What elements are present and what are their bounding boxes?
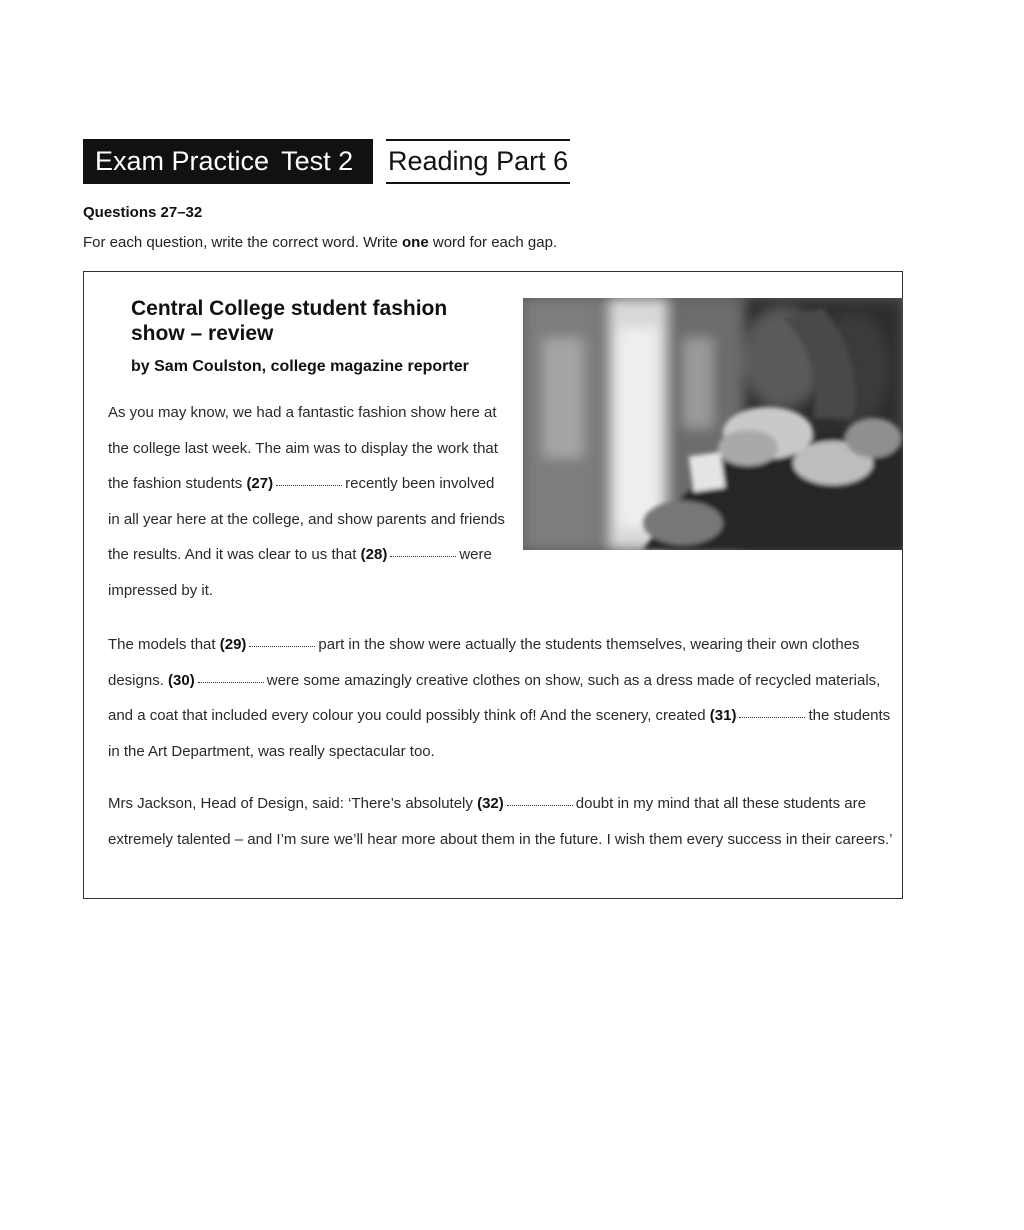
- reading-part-label: Reading Part 6: [386, 139, 570, 184]
- article-byline: by Sam Coulston, college magazine reporter: [131, 358, 469, 375]
- article-title: Central College student fashion show – review: [131, 297, 448, 345]
- para2-text-4: the students in the Art Department, was really spectacular too.: [108, 707, 891, 760]
- photo-fashion-show-audience-clapping-icon: [523, 298, 903, 550]
- fashion-show-photo: [523, 298, 903, 550]
- article-paragraph-2: [108, 627, 893, 769]
- gap-32-number: (32): [477, 795, 504, 812]
- article-box: [83, 271, 903, 899]
- para2-text-3: were some amazingly creative clothes on show, such as a dress made of recycled materials, and a coat that included every colour you could possibly think of! And the scenery, created: [108, 671, 881, 724]
- questions-instruction: [83, 234, 557, 251]
- para3-text-2: doubt in my mind that all these students are extremely talented – and I’m sure we’ll hear more about them in the future. I wish them every success in their careers.’: [108, 795, 893, 848]
- gap-30-number: (30): [168, 671, 195, 689]
- instruction-bold: one: [402, 234, 429, 251]
- gap-28-blank[interactable]: [390, 554, 456, 557]
- gap-31-number: (31): [709, 707, 737, 724]
- exam-practice-text: Exam Practice: [95, 146, 270, 176]
- para2-text-1: The models that: [108, 636, 216, 653]
- exam-practice-label: [83, 139, 373, 184]
- gap-27-blank[interactable]: [276, 483, 342, 486]
- para1-text-1: As you may know, we had a fantastic fashion show here at the college last week. The aim was to display the work that the fashion students: [108, 404, 498, 492]
- instruction-text-2: word for each gap.: [428, 234, 558, 251]
- gap-28-number: (28): [360, 546, 388, 563]
- article-paragraph-1: [108, 395, 508, 608]
- questions-title: Questions 27–32: [83, 204, 203, 221]
- gap-32-blank[interactable]: [507, 803, 573, 806]
- test-number-text: Test 2: [281, 146, 354, 176]
- instruction-text-1: For each question, write the correct word. Write: [83, 234, 403, 251]
- para3-text-1: Mrs Jackson, Head of Design, said: ‘There’s absolutely: [108, 795, 473, 812]
- gap-29-number: (29): [219, 636, 247, 653]
- gap-30-blank[interactable]: [198, 680, 264, 683]
- gap-29-blank[interactable]: [249, 644, 315, 647]
- gap-31-blank[interactable]: [739, 715, 805, 718]
- gap-27-number: (27): [246, 475, 274, 492]
- article-paragraph-3: [108, 786, 893, 857]
- section-header: [83, 139, 570, 184]
- para2-text-2: part in the show were actually the students themselves, wearing their own clothes designs.: [108, 636, 860, 689]
- para1-text-3: were impressed by it.: [108, 546, 492, 599]
- para1-text-2: recently been involved in all year here at the college, and show parents and friends the results. And it was clear to us that: [108, 475, 505, 563]
